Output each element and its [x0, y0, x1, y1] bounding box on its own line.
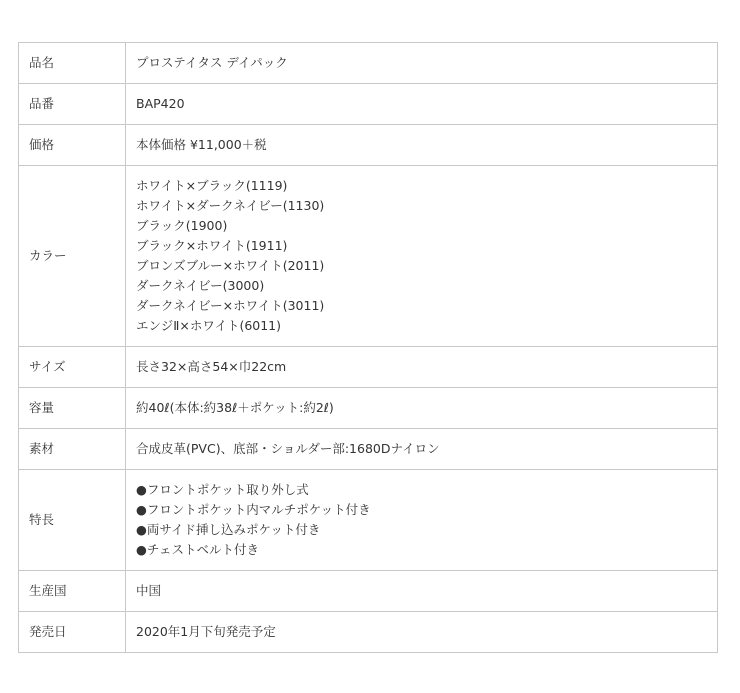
spec-value [126, 125, 718, 166]
spec-value-line: 合成皮革(PVC)、底部・ショルダー部:1680Dナイロン [136, 441, 440, 456]
spec-row-size [19, 347, 718, 388]
color-option: エンジⅡ×ホワイト(6011) [136, 318, 282, 333]
spec-value [126, 612, 718, 653]
spec-label: サイズ [19, 347, 126, 388]
spec-value-line: 約40ℓ(本体:約38ℓ＋ポケット:約2ℓ) [136, 400, 334, 415]
feature-item: ●チェストベルト付き [136, 542, 260, 557]
spec-row-origin [19, 571, 718, 612]
color-option: ダークネイビー×ホワイト(3011) [136, 298, 325, 313]
spec-value-line: 長さ32×高さ54×巾22cm [136, 359, 287, 374]
spec-row-product-code [19, 84, 718, 125]
color-option: ブロンズブルー×ホワイト(2011) [136, 258, 325, 273]
spec-row-price [19, 125, 718, 166]
spec-label: 品番 [19, 84, 126, 125]
spec-label: 素材 [19, 429, 126, 470]
spec-label: カラー [19, 166, 126, 347]
spec-value-line: BAP420 [136, 96, 185, 111]
color-option: ホワイト×ブラック(1119) [136, 178, 288, 193]
spec-label: 価格 [19, 125, 126, 166]
spec-value-line: 2020年1月下旬発売予定 [136, 624, 276, 639]
spec-table [18, 42, 718, 653]
spec-row-material [19, 429, 718, 470]
spec-value [126, 571, 718, 612]
spec-row-capacity [19, 388, 718, 429]
feature-item: ●フロントポケット内マルチポケット付き [136, 502, 371, 517]
spec-value [126, 347, 718, 388]
spec-row-colors [19, 166, 718, 347]
spec-value [126, 388, 718, 429]
spec-value-line: プロステイタス デイパック [136, 55, 288, 70]
color-option: ホワイト×ダークネイビー(1130) [136, 198, 325, 213]
spec-label: 生産国 [19, 571, 126, 612]
color-option: ブラック×ホワイト(1911) [136, 238, 288, 253]
color-option: ブラック(1900) [136, 218, 228, 233]
spec-label: 容量 [19, 388, 126, 429]
spec-value [126, 470, 718, 571]
feature-item: ●両サイド挿し込みポケット付き [136, 522, 321, 537]
spec-value [126, 84, 718, 125]
spec-value [126, 43, 718, 84]
spec-value [126, 166, 718, 347]
spec-row-product-name [19, 43, 718, 84]
feature-item: ●フロントポケット取り外し式 [136, 482, 309, 497]
spec-label: 品名 [19, 43, 126, 84]
spec-row-features [19, 470, 718, 571]
spec-label: 特長 [19, 470, 126, 571]
color-option: ダークネイビー(3000) [136, 278, 265, 293]
spec-value-line: 中国 [136, 583, 162, 598]
spec-label: 発売日 [19, 612, 126, 653]
spec-row-release-date [19, 612, 718, 653]
spec-value [126, 429, 718, 470]
spec-value-line: 本体価格 ¥11,000＋税 [136, 137, 267, 152]
